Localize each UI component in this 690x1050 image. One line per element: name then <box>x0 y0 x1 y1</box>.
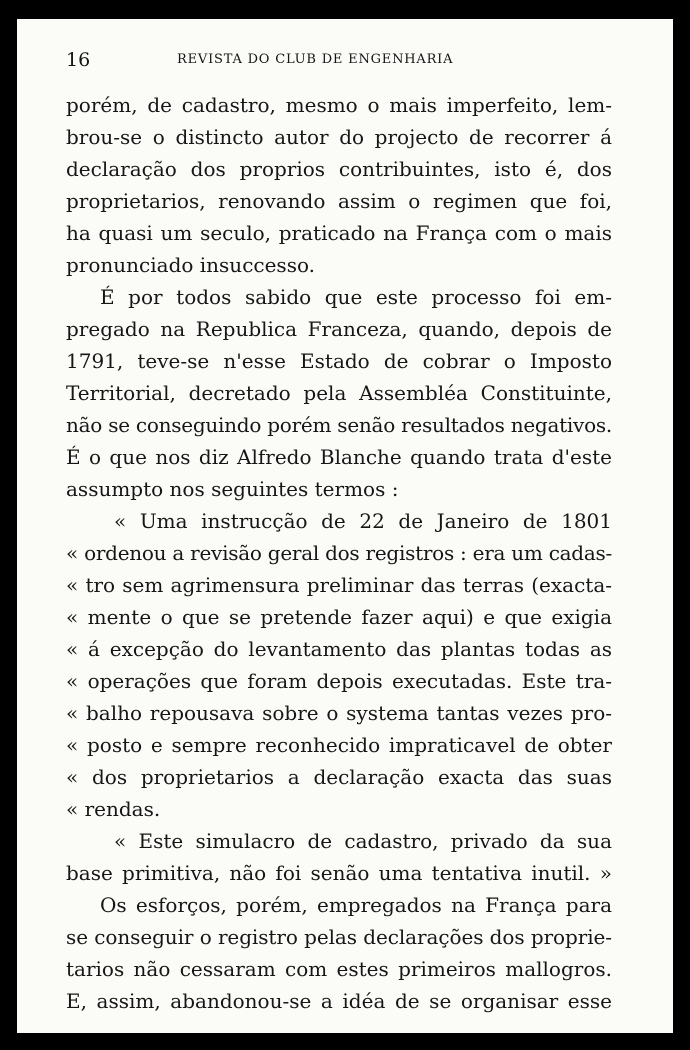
text-line: brou-se o distincto autor do projecto de recorrer á <box>66 125 612 149</box>
quote-line: base primitiva, não foi senão uma tentativa inutil. » <box>66 861 612 885</box>
text-line: declaração dos proprios contribuintes, isto é, dos <box>66 157 612 181</box>
quote-line: « ordenou a revisão geral dos registros : era um cadas- <box>66 541 613 565</box>
text-line: proprietarios, renovando assim o regimen que foi, <box>66 189 612 213</box>
text-line: Territorial, decretado pela Assembléa Constituinte, <box>66 381 612 405</box>
book-page <box>17 19 673 1033</box>
text-line: assumpto nos seguintes termos : <box>66 477 399 501</box>
text-line: porém, de cadastro, mesmo o mais imperfeito, lem- <box>66 93 612 117</box>
text-line: pronunciado insuccesso. <box>66 253 316 277</box>
text-line: não se conseguindo porém senão resultados negativos. <box>66 413 613 437</box>
text-line: Os esforços, porém, empregados na França para <box>100 893 612 917</box>
text-line: E, assim, abandonou-se a idéa de se organisar esse <box>66 989 612 1013</box>
text-line: tarios não cessaram com estes primeiros mallogros. <box>66 957 612 981</box>
quote-line: « tro sem agrimensura preliminar das terras (exacta- <box>66 573 612 597</box>
text-line: pregado na Republica Franceza, quando, depois de <box>66 317 612 341</box>
quote-line: « operações que foram depois executadas. Este tra- <box>66 669 612 693</box>
quote-line: « balho repousava sobre o systema tantas vezes pro- <box>66 701 612 725</box>
running-title: REVISTA DO CLUB DE ENGENHARIA <box>177 52 454 67</box>
text-line: ha quasi um seculo, praticado na França com o mais <box>66 221 612 245</box>
text-line: se conseguir o registro pelas declarações dos proprie- <box>66 925 612 949</box>
quote-line: « dos proprietarios a declaração exacta das suas <box>66 765 612 789</box>
quote-line: « Este simulacro de cadastro, privado da sua <box>114 829 612 853</box>
body-text <box>66 89 612 1017</box>
text-line: 1791, teve-se n'esse Estado de cobrar o Imposto <box>66 349 612 373</box>
quote-line: « mente o que se pretende fazer aqui) e que exigia <box>66 605 612 629</box>
quote-line: « posto e sempre reconhecido impraticavel de obter <box>66 733 612 757</box>
quote-line: « á excepção do levantamento das plantas todas as <box>66 637 612 661</box>
page-number: 16 <box>66 49 91 71</box>
quote-line: « rendas. <box>66 797 161 821</box>
text-line: É o que nos diz Alfredo Blanche quando trata d'este <box>66 445 612 469</box>
text-line: É por todos sabido que este processo foi em- <box>100 285 612 309</box>
page-header <box>17 49 673 73</box>
quote-line: « Uma instrucção de 22 de Janeiro de 1801 <box>114 509 612 533</box>
